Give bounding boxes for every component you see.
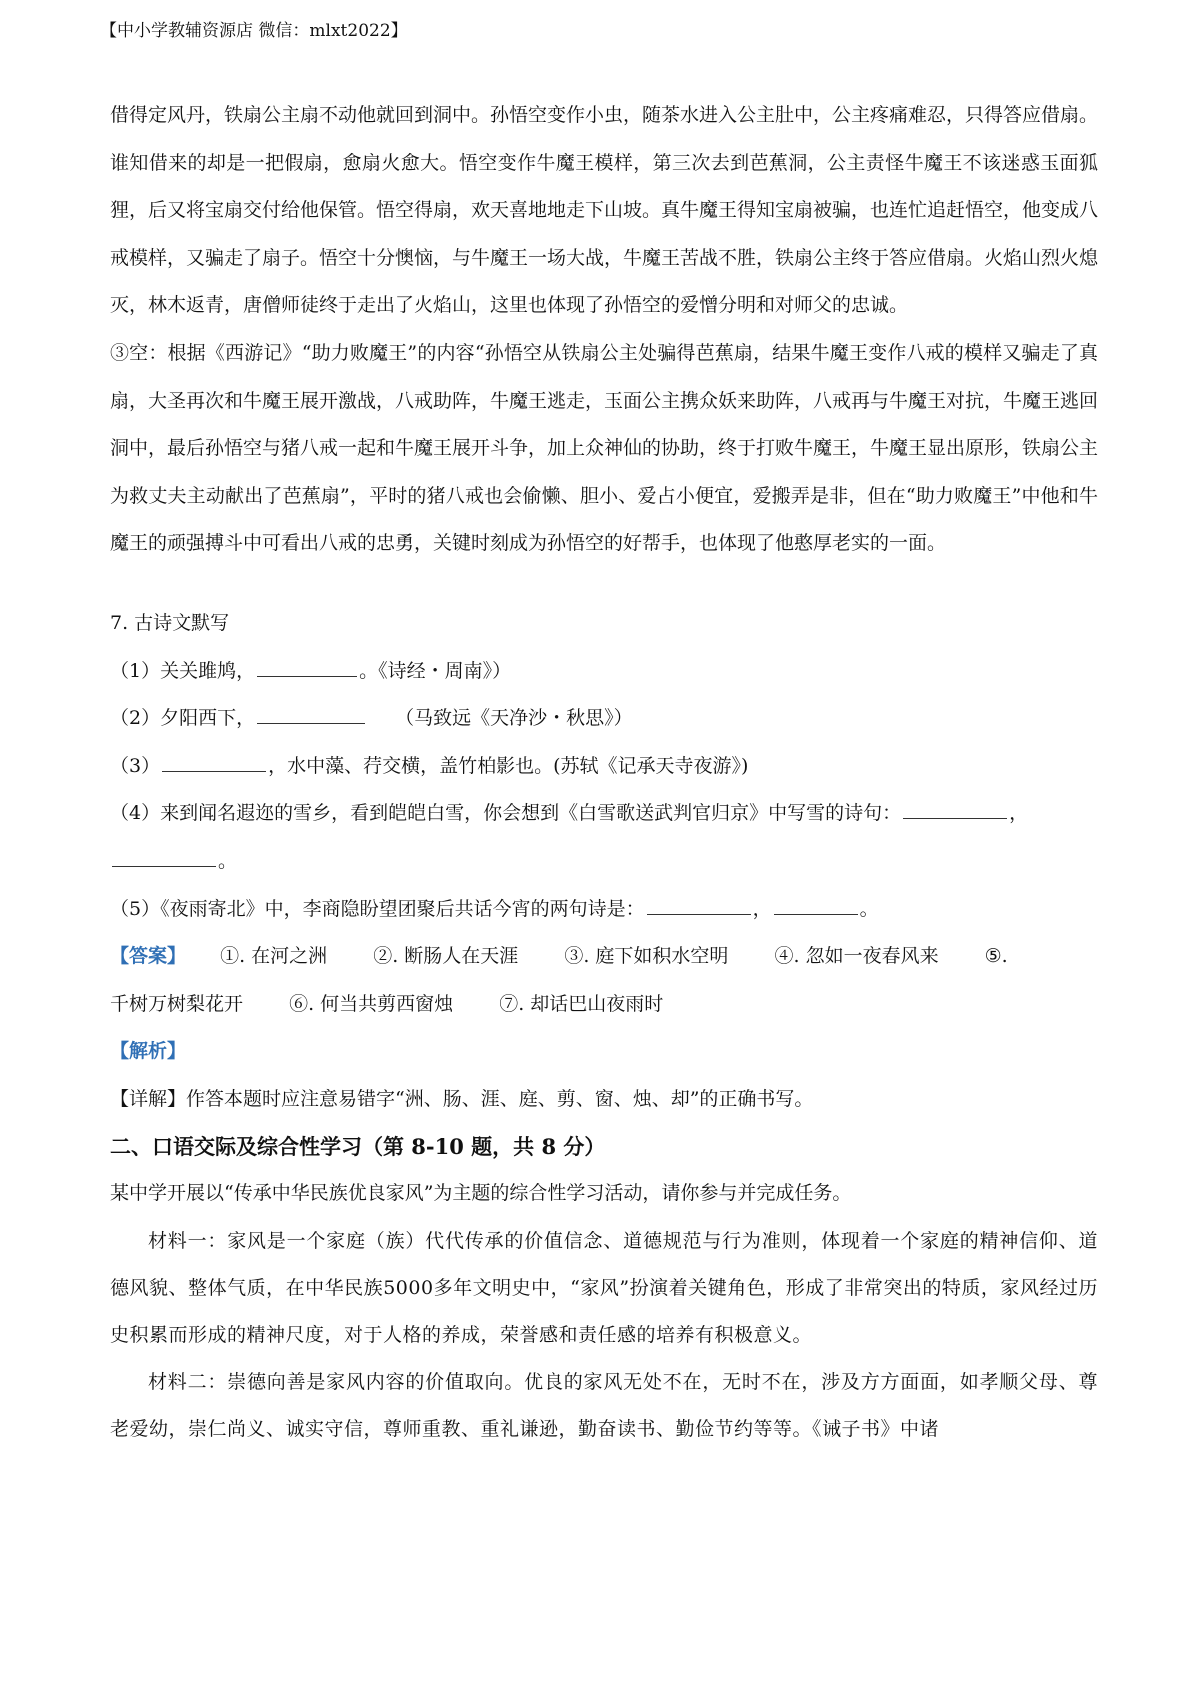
answer-item: ⑤. xyxy=(984,945,1008,968)
material-2: 材料二：崇德向善是家风内容的价值取向。优良的家风无处不在，无时不在，涉及方方面面，如孝顺父母、尊老爱幼，崇仁尚义、诚实守信，尊师重教、重礼谦逊，勤奋读书、勤俭节约等等。《诫子书》中诸 xyxy=(110,1371,1098,1441)
answer-item: ②. 断肠人在天涯 xyxy=(373,945,519,968)
section-2-title: 二、口语交际及综合性学习（第 8-10 题，共 8 分） xyxy=(110,1134,606,1160)
answer-blank[interactable] xyxy=(647,913,751,915)
answer-blank[interactable] xyxy=(162,770,266,772)
answer-item: ④. 忽如一夜春风来 xyxy=(774,945,939,968)
q7-l5-end: 。 xyxy=(859,897,879,920)
material-1: 材料一：家风是一个家庭（族）代代传承的价值信念、道德规范与行为准则，体现着一个家庭的精神信仰、道德风貌、整体气质，在中华民族5000多年文明史中，“家风”扮演着关键角色，形成了非常突出的特质，家风经过历史积累而形成的精神尺度，对于人格的养成，荣誉感和责任感的培养有积极意义。 xyxy=(110,1230,1098,1347)
answer-blank[interactable] xyxy=(112,865,216,867)
answer-blank[interactable] xyxy=(257,722,365,724)
question-7-line-3 xyxy=(110,743,1098,791)
q7-l3-prefix: （3） xyxy=(110,754,161,777)
question-7-line-5 xyxy=(110,886,1098,934)
question-7-title: 7. 古诗文默写 xyxy=(110,611,230,634)
q7-l5-prefix: （5）《夜雨寄北》中，李商隐盼望团聚后共话今宵的两句诗是： xyxy=(110,897,645,920)
q7-l5-comma: ， xyxy=(752,897,772,920)
answer-item: ③. 庭下如积水空明 xyxy=(564,945,729,968)
question-7-line-2 xyxy=(110,695,1098,743)
q7-l4-prefix: （4）来到闻名遐迩的雪乡，看到皑皑白雪，你会想到《白雪歌送武判官归京》中写雪的诗句： xyxy=(110,802,902,825)
paragraph-analysis-3: ③空：根据《西游记》“助力败魔王”的内容“孙悟空从铁扇公主处骗得芭蕉扇，结果牛魔王变作八戒的模样又骗走了真扇，大圣再次和牛魔王展开激战，八戒助阵，牛魔王逃走，玉面公主携众妖来助阵，八戒再与牛魔王对抗，牛魔王逃回洞中，最后孙悟空与猪八戒一起和牛魔王展开斗争，加上众神仙的协助，终于打败牛魔王，牛魔王显出原形，铁扇公主为救丈夫主动献出了芭蕉扇”，平时的猪八戒也会偷懒、胆小、爱占小便宜，爱搬弄是非，但在“助力败魔王”中他和牛魔王的顽强搏斗中可看出八戒的忠勇，关键时刻成为孙悟空的好帮手，也体现了他憨厚老实的一面。 xyxy=(110,341,1099,555)
answer-blank[interactable] xyxy=(774,913,858,915)
spacer xyxy=(110,568,1098,600)
q7-l2-prefix: （2）夕阳西下， xyxy=(110,707,256,730)
q7-l1-suffix: 。《诗经・周南》） xyxy=(359,659,512,682)
detail-text: 【详解】作答本题时应注意易错字“洲、肠、涯、庭、剪、窗、烛、却”的正确书写。 xyxy=(110,1087,814,1110)
q7-l4-end: 。 xyxy=(218,849,238,872)
answer-blank[interactable] xyxy=(257,675,357,677)
paragraph-story: 借得定风丹，铁扇公主扇不动他就回到洞中。孙悟空变作小虫，随茶水进入公主肚中，公主疼痛难忍，只得答应借扇。谁知借来的却是一把假扇，愈扇火愈大。悟空变作牛魔王模样，第三次去到芭蕉洞，公主责怪牛魔王不该迷惑玉面狐狸，后又将宝扇交付给他保管。悟空得扇，欢天喜地地走下山坡。真牛魔王得知宝扇被骗，也连忙追赶悟空，他变成八戒模样，又骗走了扇子。悟空十分懊恼，与牛魔王一场大战，牛魔王苦战不胜，铁扇公主终于答应借扇。火焰山烈火熄灭，林木返青，唐僧师徒终于走出了火焰山，这里也体现了孙悟空的爱憎分明和对师父的忠诚。 xyxy=(110,104,1099,317)
analysis-label: 【解析】 xyxy=(110,1040,187,1063)
answer-item: ①. 在河之洲 xyxy=(220,945,328,968)
answer-item: ⑥. 何当共剪西窗烛 xyxy=(289,992,454,1015)
q7-l2-suffix: （马致远《天净沙・秋思》） xyxy=(395,707,633,730)
q7-l3-suffix: ，水中藻、荇交横，盖竹柏影也。(苏轼《记承天寺夜游》) xyxy=(268,754,749,777)
question-7-line-1 xyxy=(110,648,1098,696)
watermark-header: 【中小学教辅资源店 微信：mlxt2022】 xyxy=(100,21,408,41)
answer-row-1 xyxy=(110,933,1098,981)
answer-item: ⑦. 却话巴山夜雨时 xyxy=(499,992,664,1015)
question-7-line-4 xyxy=(110,790,1098,885)
answer-row-2 xyxy=(110,981,1098,1029)
answer-item: 千树万树梨花开 xyxy=(110,992,244,1015)
page-content xyxy=(110,92,1098,1453)
q7-l4-comma: ， xyxy=(1009,802,1029,825)
section-2-intro: 某中学开展以“传承中华民族优良家风”为主题的综合性学习活动，请你参与并完成任务。 xyxy=(110,1182,852,1205)
answer-blank[interactable] xyxy=(903,817,1007,819)
q7-l1-prefix: （1）关关雎鸠， xyxy=(110,659,256,682)
answer-label: 【答案】 xyxy=(110,945,187,968)
